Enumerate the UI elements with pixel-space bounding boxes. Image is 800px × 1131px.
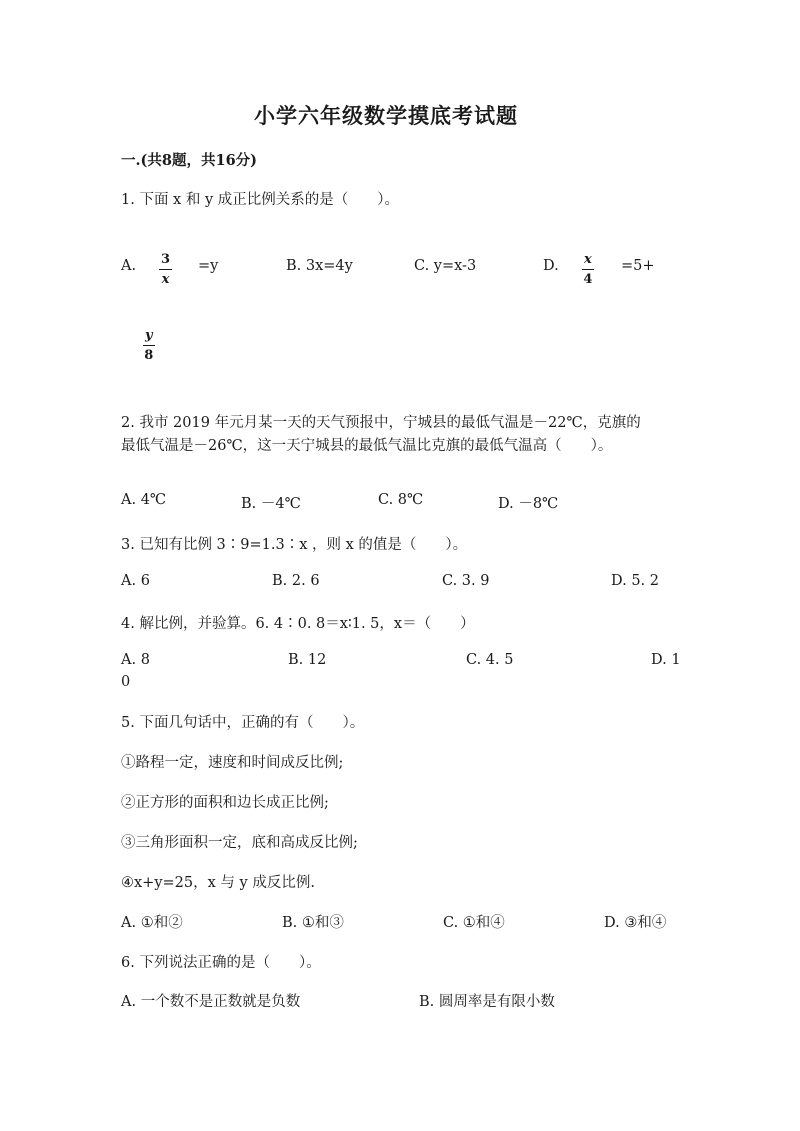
- question-1-option-d-rest: =5+: [621, 258, 655, 274]
- question-3-option-b: B. 2. 6: [272, 573, 320, 589]
- question-4-option-a: A. 8: [121, 652, 150, 668]
- question-5-option-d: D. ③和④: [604, 915, 667, 931]
- question-5-option-b: B. ①和③: [282, 915, 344, 931]
- question-5-statement-4: ④x+y=25，x 与 y 成反比例.: [121, 875, 315, 891]
- question-3-stem: 3. 已知有比例 3∶9=1.3∶x ，则 x 的值是（ ）。: [121, 537, 468, 553]
- fraction-numerator: y: [145, 328, 153, 343]
- fraction-bar: [159, 269, 172, 270]
- fraction-numerator: 3: [161, 252, 171, 267]
- question-6-stem: 6. 下列说法正确的是（ ）。: [121, 955, 321, 971]
- question-2-option-a: A. 4℃: [121, 492, 167, 508]
- fraction-denominator: 4: [583, 272, 593, 287]
- question-2-option-b: B. －4℃: [241, 496, 301, 512]
- question-1-option-c: C. y=x-3: [414, 258, 477, 274]
- question-1-option-d-fraction: [582, 253, 594, 286]
- question-3-option-c: C. 3. 9: [442, 573, 490, 589]
- question-5-option-a: A. ①和②: [121, 915, 183, 931]
- question-2-stem-line-2: 最低气温是－26℃，这一天宁城县的最低气温比克旗的最低气温高（ ）。: [121, 438, 613, 454]
- question-5-statement-1: ①路程一定，速度和时间成反比例;: [121, 755, 344, 771]
- question-5-stem: 5. 下面几句话中，正确的有（ ）。: [121, 715, 365, 731]
- question-1-option-b: B. 3x=4y: [286, 258, 353, 274]
- question-1-option-d-fraction-2: [143, 329, 155, 362]
- question-5-statement-3: ③三角形面积一定，底和高成反比例;: [121, 835, 358, 851]
- question-1-option-a-label: A.: [121, 258, 137, 274]
- question-1-option-a-rest: =y: [198, 258, 219, 274]
- question-5-statement-2: ②正方形的面积和边长成正比例;: [121, 795, 329, 811]
- question-5-option-c: C. ①和④: [443, 915, 505, 931]
- question-2-option-c: C. 8℃: [378, 492, 424, 508]
- question-4-option-d-continued: 0: [121, 674, 131, 690]
- question-4-option-c: C. 4. 5: [466, 652, 514, 668]
- question-6-option-b: B. 圆周率是有限小数: [419, 994, 555, 1010]
- question-4-option-d: D. 1: [651, 652, 681, 668]
- page-title: 小学六年级数学摸底考试题: [254, 103, 518, 128]
- fraction-denominator: 8: [144, 348, 154, 363]
- fraction-denominator: x: [161, 272, 170, 287]
- fraction-bar: [582, 269, 594, 270]
- question-3-option-a: A. 6: [121, 573, 150, 589]
- question-1-option-d-label: D.: [543, 258, 559, 274]
- fraction-bar: [143, 345, 155, 346]
- fraction-numerator: x: [584, 252, 592, 267]
- question-2-option-d: D. －8℃: [498, 496, 559, 512]
- question-4-option-b: B. 12: [288, 652, 327, 668]
- question-4-stem: 4. 解比例，并验算。6. 4∶0. 8＝x∶1. 5，x＝（ ）: [121, 616, 475, 632]
- section-heading: 一.(共8题，共16分): [121, 152, 258, 169]
- question-1-stem: 1. 下面 x 和 y 成正比例关系的是（ ）。: [121, 192, 399, 208]
- question-1-option-a-fraction: [159, 253, 172, 286]
- question-2-stem-line-1: 2. 我市 2019 年元月某一天的天气预报中，宁城县的最低气温是－22℃，克旗的: [121, 415, 641, 431]
- question-3-option-d: D. 5. 2: [611, 573, 659, 589]
- question-6-option-a: A. 一个数不是正数就是负数: [121, 994, 301, 1010]
